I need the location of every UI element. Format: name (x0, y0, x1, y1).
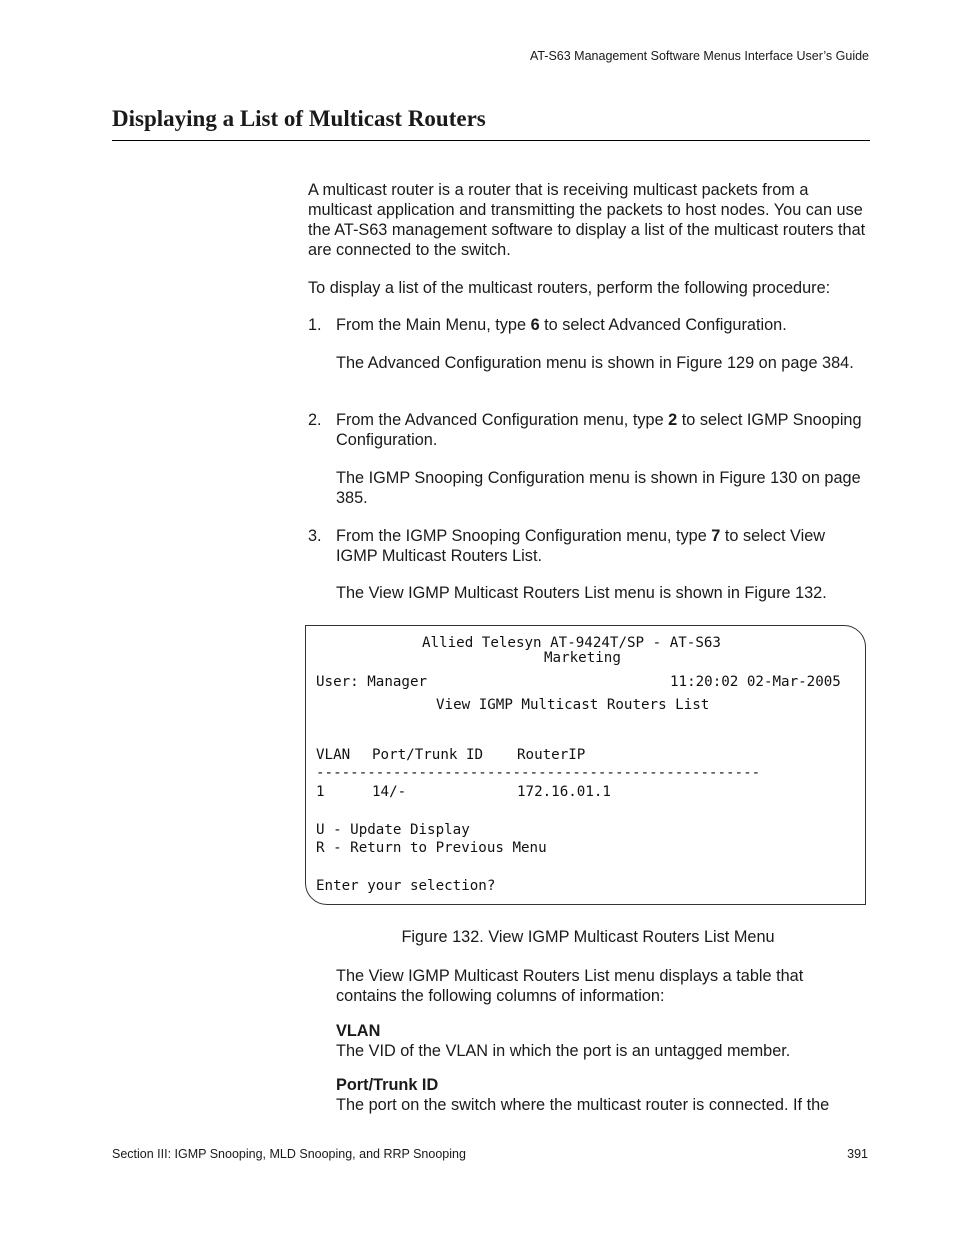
table-description: The View IGMP Multicast Routers List menu displays a table that contains the following columns of information: (336, 967, 804, 1005)
row-router-ip: 172.16.01.1 (517, 784, 611, 800)
step-3 (308, 526, 868, 566)
figure-caption: Figure 132. View IGMP Multicast Routers List Menu (401, 928, 775, 946)
term-port-trunk: Port/Trunk ID (336, 1076, 439, 1094)
column-header-vlan: VLAN (316, 747, 351, 763)
term-vlan: VLAN (336, 1022, 381, 1040)
terminal-device-line: Allied Telesyn AT-9424T/SP - AT-S63 (422, 635, 721, 651)
term-vlan-desc: The VID of the VLAN in which the port is an untagged member. (336, 1042, 791, 1060)
step-key: 6 (530, 316, 540, 334)
procedure-intro: To display a list of the multicast routers, perform the following procedure: (308, 279, 831, 297)
step-text: From the IGMP Snooping Configuration menu, type 7 to select View IGMP Multicast Routers List. (336, 527, 826, 565)
intro-paragraph: A multicast router is a router that is receiving multicast packets from a multicast application and transmitting the packets to host nodes. You can use the AT-S63 management software to display a list of the multicast routers that are connected to the switch. (308, 181, 866, 259)
page-number: 391 (847, 1147, 868, 1161)
step-3-note: The View IGMP Multicast Routers List menu is shown in Figure 132. (336, 584, 827, 602)
terminal-menu-title: View IGMP Multicast Routers List (436, 697, 710, 713)
step-key: 7 (711, 527, 721, 545)
step-number: 3. (308, 527, 322, 545)
step-1 (308, 315, 868, 335)
title-rule (112, 140, 870, 141)
section-title: Displaying a List of Multicast Routers (112, 106, 486, 131)
step-text: From the Main Menu, type 6 to select Advanced Configuration. (336, 316, 787, 334)
footer-section: Section III: IGMP Snooping, MLD Snooping, and RRP Snooping (112, 1147, 466, 1161)
terminal-screen (305, 625, 866, 905)
step-2-note: The IGMP Snooping Configuration menu is shown in Figure 130 on page 385. (336, 469, 861, 507)
step-number: 2. (308, 411, 322, 429)
column-header-port: Port/Trunk ID (372, 747, 484, 763)
row-vlan: 1 (316, 784, 325, 800)
column-header-router: RouterIP (517, 747, 586, 763)
running-header: AT-S63 Management Software Menus Interface User’s Guide (529, 49, 869, 63)
step-number: 1. (308, 316, 322, 334)
step-2 (308, 410, 868, 450)
row-port: 14/- (372, 784, 407, 800)
terminal-system-name: Marketing (544, 650, 621, 666)
step-1-note: The Advanced Configuration menu is shown in Figure 129 on page 384. (336, 354, 854, 372)
terminal-prompt: Enter your selection? (316, 878, 496, 894)
step-text: From the Advanced Configuration menu, type 2 to select IGMP Snooping Configuration. (336, 411, 862, 449)
terminal-datetime: 11:20:02 02-Mar-2005 (670, 674, 841, 690)
option-update-display: U - Update Display (316, 822, 470, 838)
term-port-trunk-desc: The port on the switch where the multicast router is connected. If the (336, 1096, 830, 1114)
step-key: 2 (668, 411, 678, 429)
option-return-previous: R - Return to Previous Menu (316, 840, 547, 856)
terminal-separator: ---------------------------------------------------- (316, 765, 761, 781)
terminal-user: User: Manager (316, 674, 428, 690)
